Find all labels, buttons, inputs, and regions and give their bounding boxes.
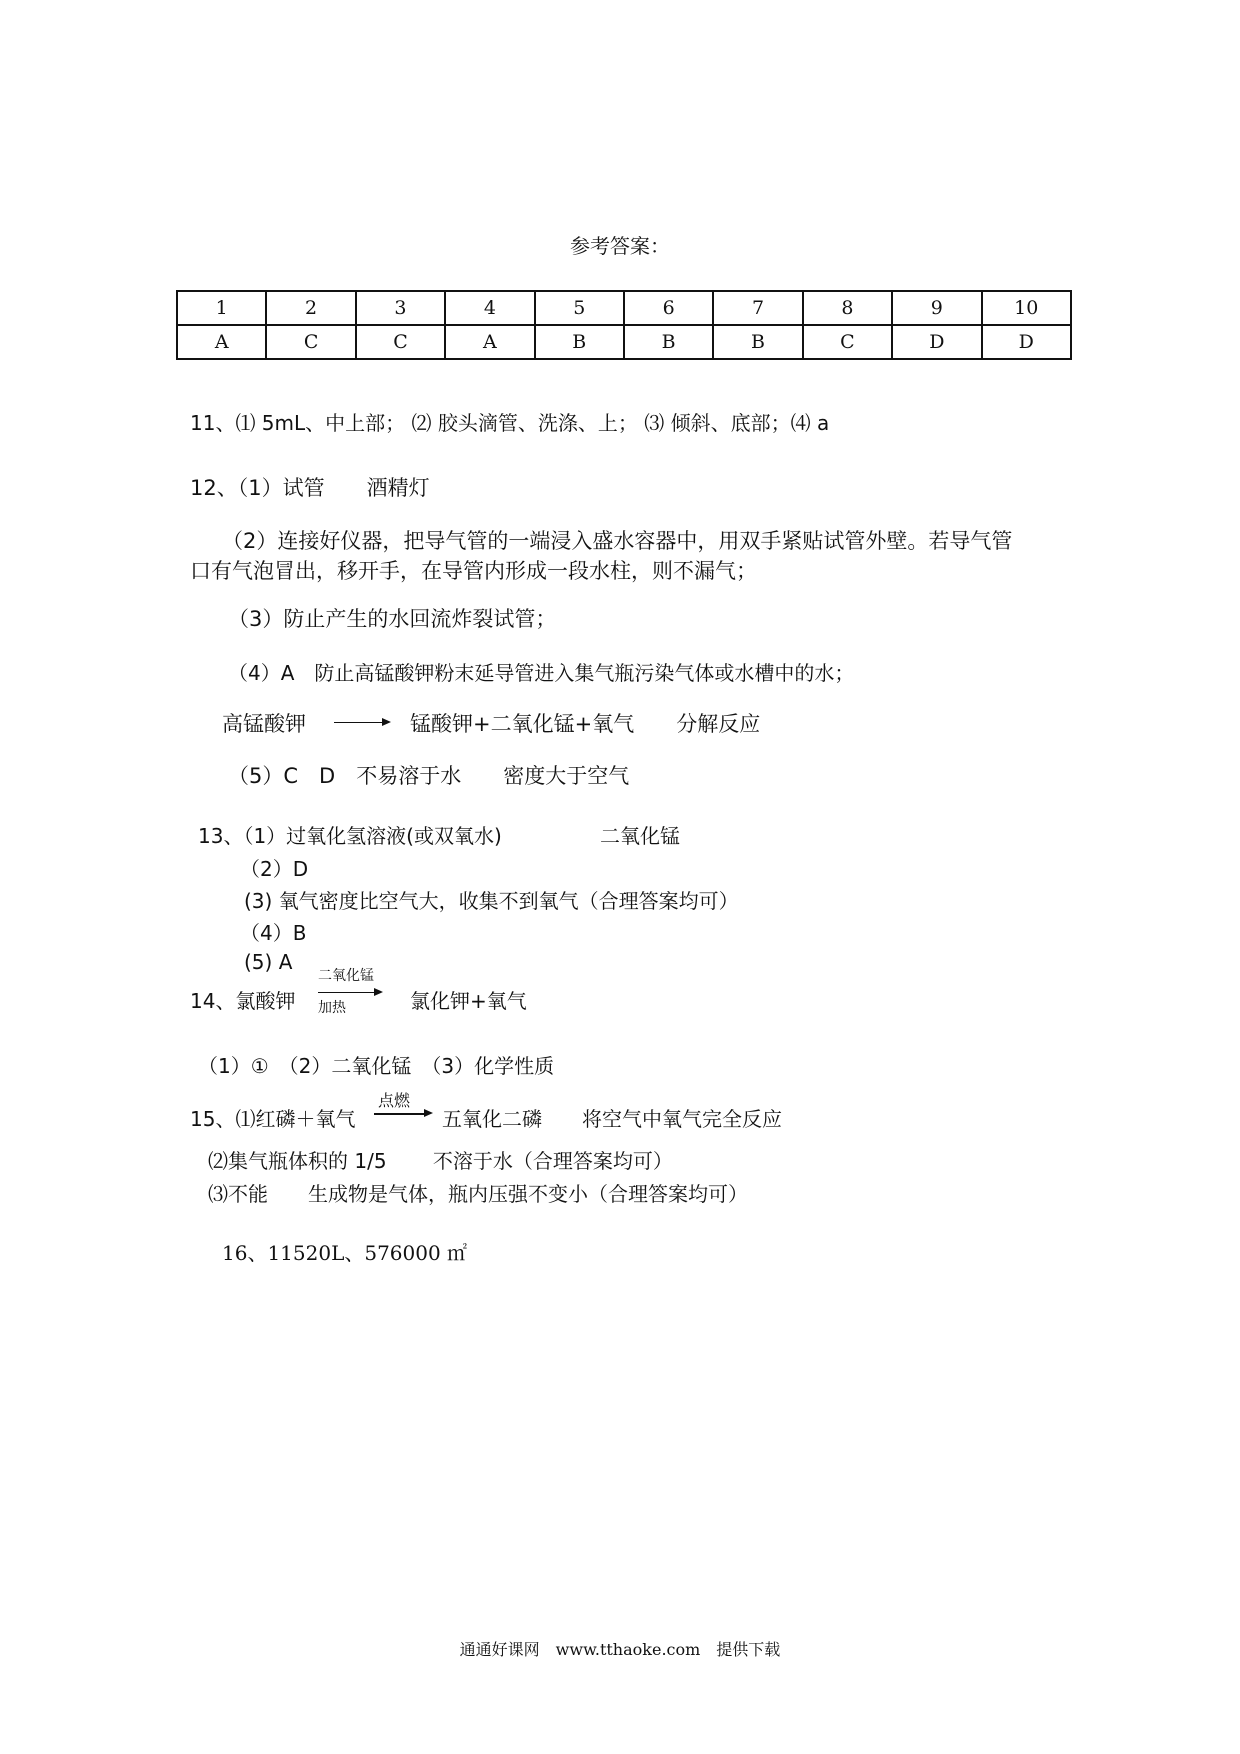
table-cell: 1 xyxy=(177,291,266,325)
table-cell: B xyxy=(713,325,802,359)
table-cell: 3 xyxy=(356,291,445,325)
table-cell: 8 xyxy=(803,291,892,325)
answer-q13-part1-catalyst: 二氧化锰 xyxy=(600,824,680,848)
table-row xyxy=(177,325,1071,359)
table-cell: 6 xyxy=(624,291,713,325)
answer-q13-part3: (3) 氧气密度比空气大，收集不到氧气（合理答案均可） xyxy=(244,889,739,913)
table-cell: 10 xyxy=(982,291,1071,325)
answer-q16: 16、11520L、576000 ㎡ xyxy=(222,1241,468,1265)
answer-q13-part4: （4）B xyxy=(240,921,307,945)
reaction-arrow xyxy=(374,1113,424,1115)
answer-table xyxy=(176,290,1072,360)
answer-q13-part1: 13、（1）过氧化氢溶液(或双氧水) xyxy=(198,824,502,848)
answer-q12-part1: 12、（1）试管 酒精灯 xyxy=(190,476,430,500)
answer-q12-part3: （3）防止产生的水回流炸裂试管； xyxy=(228,607,557,631)
answer-q15-part2: ⑵集气瓶体积的 1/5 不溶于水（合理答案均可） xyxy=(208,1149,673,1173)
table-cell: 7 xyxy=(713,291,802,325)
answer-q12-part5: （5）C D 不易溶于水 密度大于空气 xyxy=(228,764,630,788)
answer-q13-part2: （2）D xyxy=(240,857,309,881)
arrow-head-icon xyxy=(424,1109,433,1117)
arrow-head-icon xyxy=(374,988,383,996)
table-cell: B xyxy=(624,325,713,359)
table-cell: B xyxy=(535,325,624,359)
footer-credit: 通通好课网 www.tthaoke.com 提供下载 xyxy=(459,1640,781,1659)
table-cell: D xyxy=(892,325,981,359)
answer-q12-part2-line2: 口有气泡冒出，移开手，在导管内形成一段水柱，则不漏气； xyxy=(190,559,757,583)
reaction-arrow xyxy=(334,722,382,723)
answer-q13-part5: (5) A xyxy=(244,950,293,974)
reaction-arrow xyxy=(318,992,374,993)
table-cell: C xyxy=(266,325,355,359)
table-cell: 9 xyxy=(892,291,981,325)
table-cell: 2 xyxy=(266,291,355,325)
table-cell: A xyxy=(445,325,534,359)
answer-q14: 14、氯酸钾 xyxy=(190,989,296,1013)
reaction-condition-bottom: 加热 xyxy=(318,1000,346,1016)
table-cell: 5 xyxy=(535,291,624,325)
answer-q15-part1: 15、⑴红磷＋氧气 xyxy=(190,1107,356,1131)
answer-q11: 11、⑴ 5mL、中上部； ⑵ 胶头滴管、洗涤、上； ⑶ 倾斜、底部；⑷ a xyxy=(190,411,830,435)
reaction-condition-top: 二氧化锰 xyxy=(318,968,374,984)
answer-q14-subparts: （1）① （2）二氧化锰 （3）化学性质 xyxy=(198,1054,555,1078)
answer-q15-part3: ⑶不能 生成物是气体，瓶内压强不变小（合理答案均可） xyxy=(208,1182,748,1206)
table-cell: C xyxy=(356,325,445,359)
table-cell: A xyxy=(177,325,266,359)
page-title: 参考答案： xyxy=(570,234,670,258)
equation-right: 五氧化二磷 将空气中氧气完全反应 xyxy=(442,1107,782,1131)
answer-q12-part4: （4）A 防止高锰酸钾粉末延导管进入集气瓶污染气体或水槽中的水； xyxy=(228,661,855,685)
arrow-head-icon xyxy=(382,718,391,726)
table-cell: 4 xyxy=(445,291,534,325)
table-row xyxy=(177,291,1071,325)
table-cell: C xyxy=(803,325,892,359)
equation-right: 锰酸钾+二氧化锰+氧气 分解反应 xyxy=(410,712,761,736)
reaction-condition-top: 点燃 xyxy=(378,1091,411,1110)
equation-right: 氯化钾+氧气 xyxy=(410,989,527,1013)
table-cell: D xyxy=(982,325,1071,359)
equation-left: 高锰酸钾 xyxy=(222,712,306,736)
answer-q12-part2-line1: （2）连接好仪器，把导气管的一端浸入盛水容器中，用双手紧贴试管外壁。若导气管 xyxy=(222,529,1013,553)
